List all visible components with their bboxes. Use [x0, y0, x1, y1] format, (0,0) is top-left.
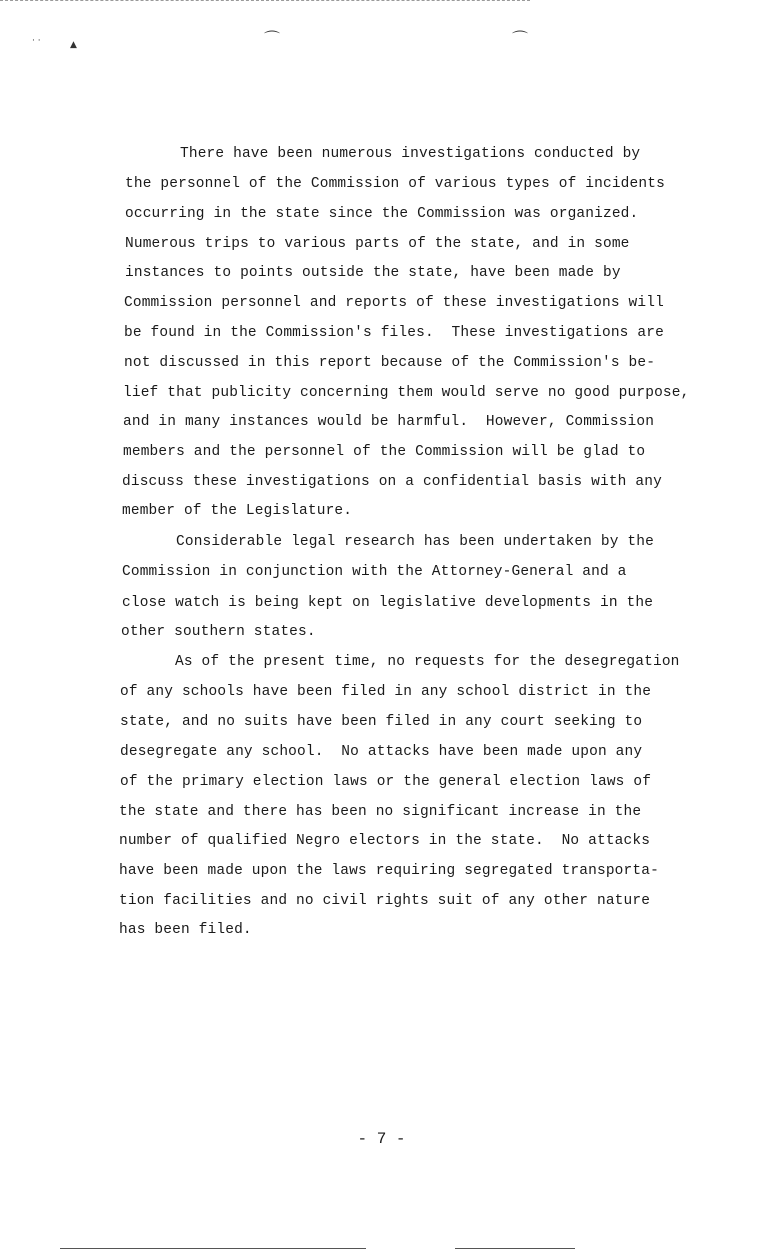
text-line: has been filed.	[119, 922, 252, 938]
text-line: There have been numerous investigations conducted by	[180, 146, 641, 162]
text-line: be found in the Commission's files. These investigations are	[124, 325, 664, 341]
page-number: - 7 -	[357, 1130, 406, 1148]
text-line: not discussed in this report because of the Commission's be-	[124, 355, 656, 371]
text-line: other southern states.	[121, 624, 316, 640]
text-line: discuss these investigations on a confidential basis with any	[122, 474, 662, 490]
text-line: instances to points outside the state, have been made by	[125, 265, 621, 281]
text-line: As of the present time, no requests for the desegregation	[175, 654, 680, 670]
text-line: have been made upon the laws requiring segregated transporta-	[119, 863, 659, 879]
text-line: of any schools have been filed in any school district in the	[120, 684, 652, 700]
scan-mark-caret: ▲	[70, 40, 77, 50]
text-line: tion facilities and no civil rights suit of any other nature	[119, 893, 651, 909]
text-line: Numerous trips to various parts of the state, and in some	[125, 236, 630, 252]
text-line: of the primary election laws or the general election laws of	[120, 774, 652, 790]
text-line: close watch is being kept on legislative developments in the	[122, 595, 654, 611]
bottom-rule-left	[60, 1248, 366, 1249]
text-line: members and the personnel of the Commission will be glad to	[123, 444, 646, 460]
top-edge-divider	[0, 0, 530, 1]
scan-mark-arc-right: ⌒	[512, 29, 529, 48]
text-line: lief that publicity concerning them would serve no good purpose,	[123, 385, 690, 401]
scan-mark-arc-left: ⌒	[264, 29, 281, 48]
text-line: Commission in conjunction with the Attorney-General and a	[122, 564, 627, 580]
text-line: number of qualified Negro electors in the state. No attacks	[119, 833, 651, 849]
bottom-rule-right	[455, 1248, 575, 1249]
text-line: the personnel of the Commission of various types of incidents	[125, 176, 665, 192]
text-line: occurring in the state since the Commission was organized.	[125, 206, 639, 222]
text-line: desegregate any school. No attacks have been made upon any	[120, 744, 643, 760]
text-line: member of the Legislature.	[122, 503, 353, 519]
text-line: state, and no suits have been filed in any court seeking to	[120, 714, 643, 730]
text-line: Considerable legal research has been undertaken by the	[176, 534, 654, 550]
text-line: Commission personnel and reports of these investigations will	[124, 295, 664, 311]
text-line: and in many instances would be harmful. However, Commission	[123, 414, 655, 430]
scan-mark-dots: · ·	[32, 36, 41, 46]
text-line: the state and there has been no significant increase in the	[119, 804, 642, 820]
